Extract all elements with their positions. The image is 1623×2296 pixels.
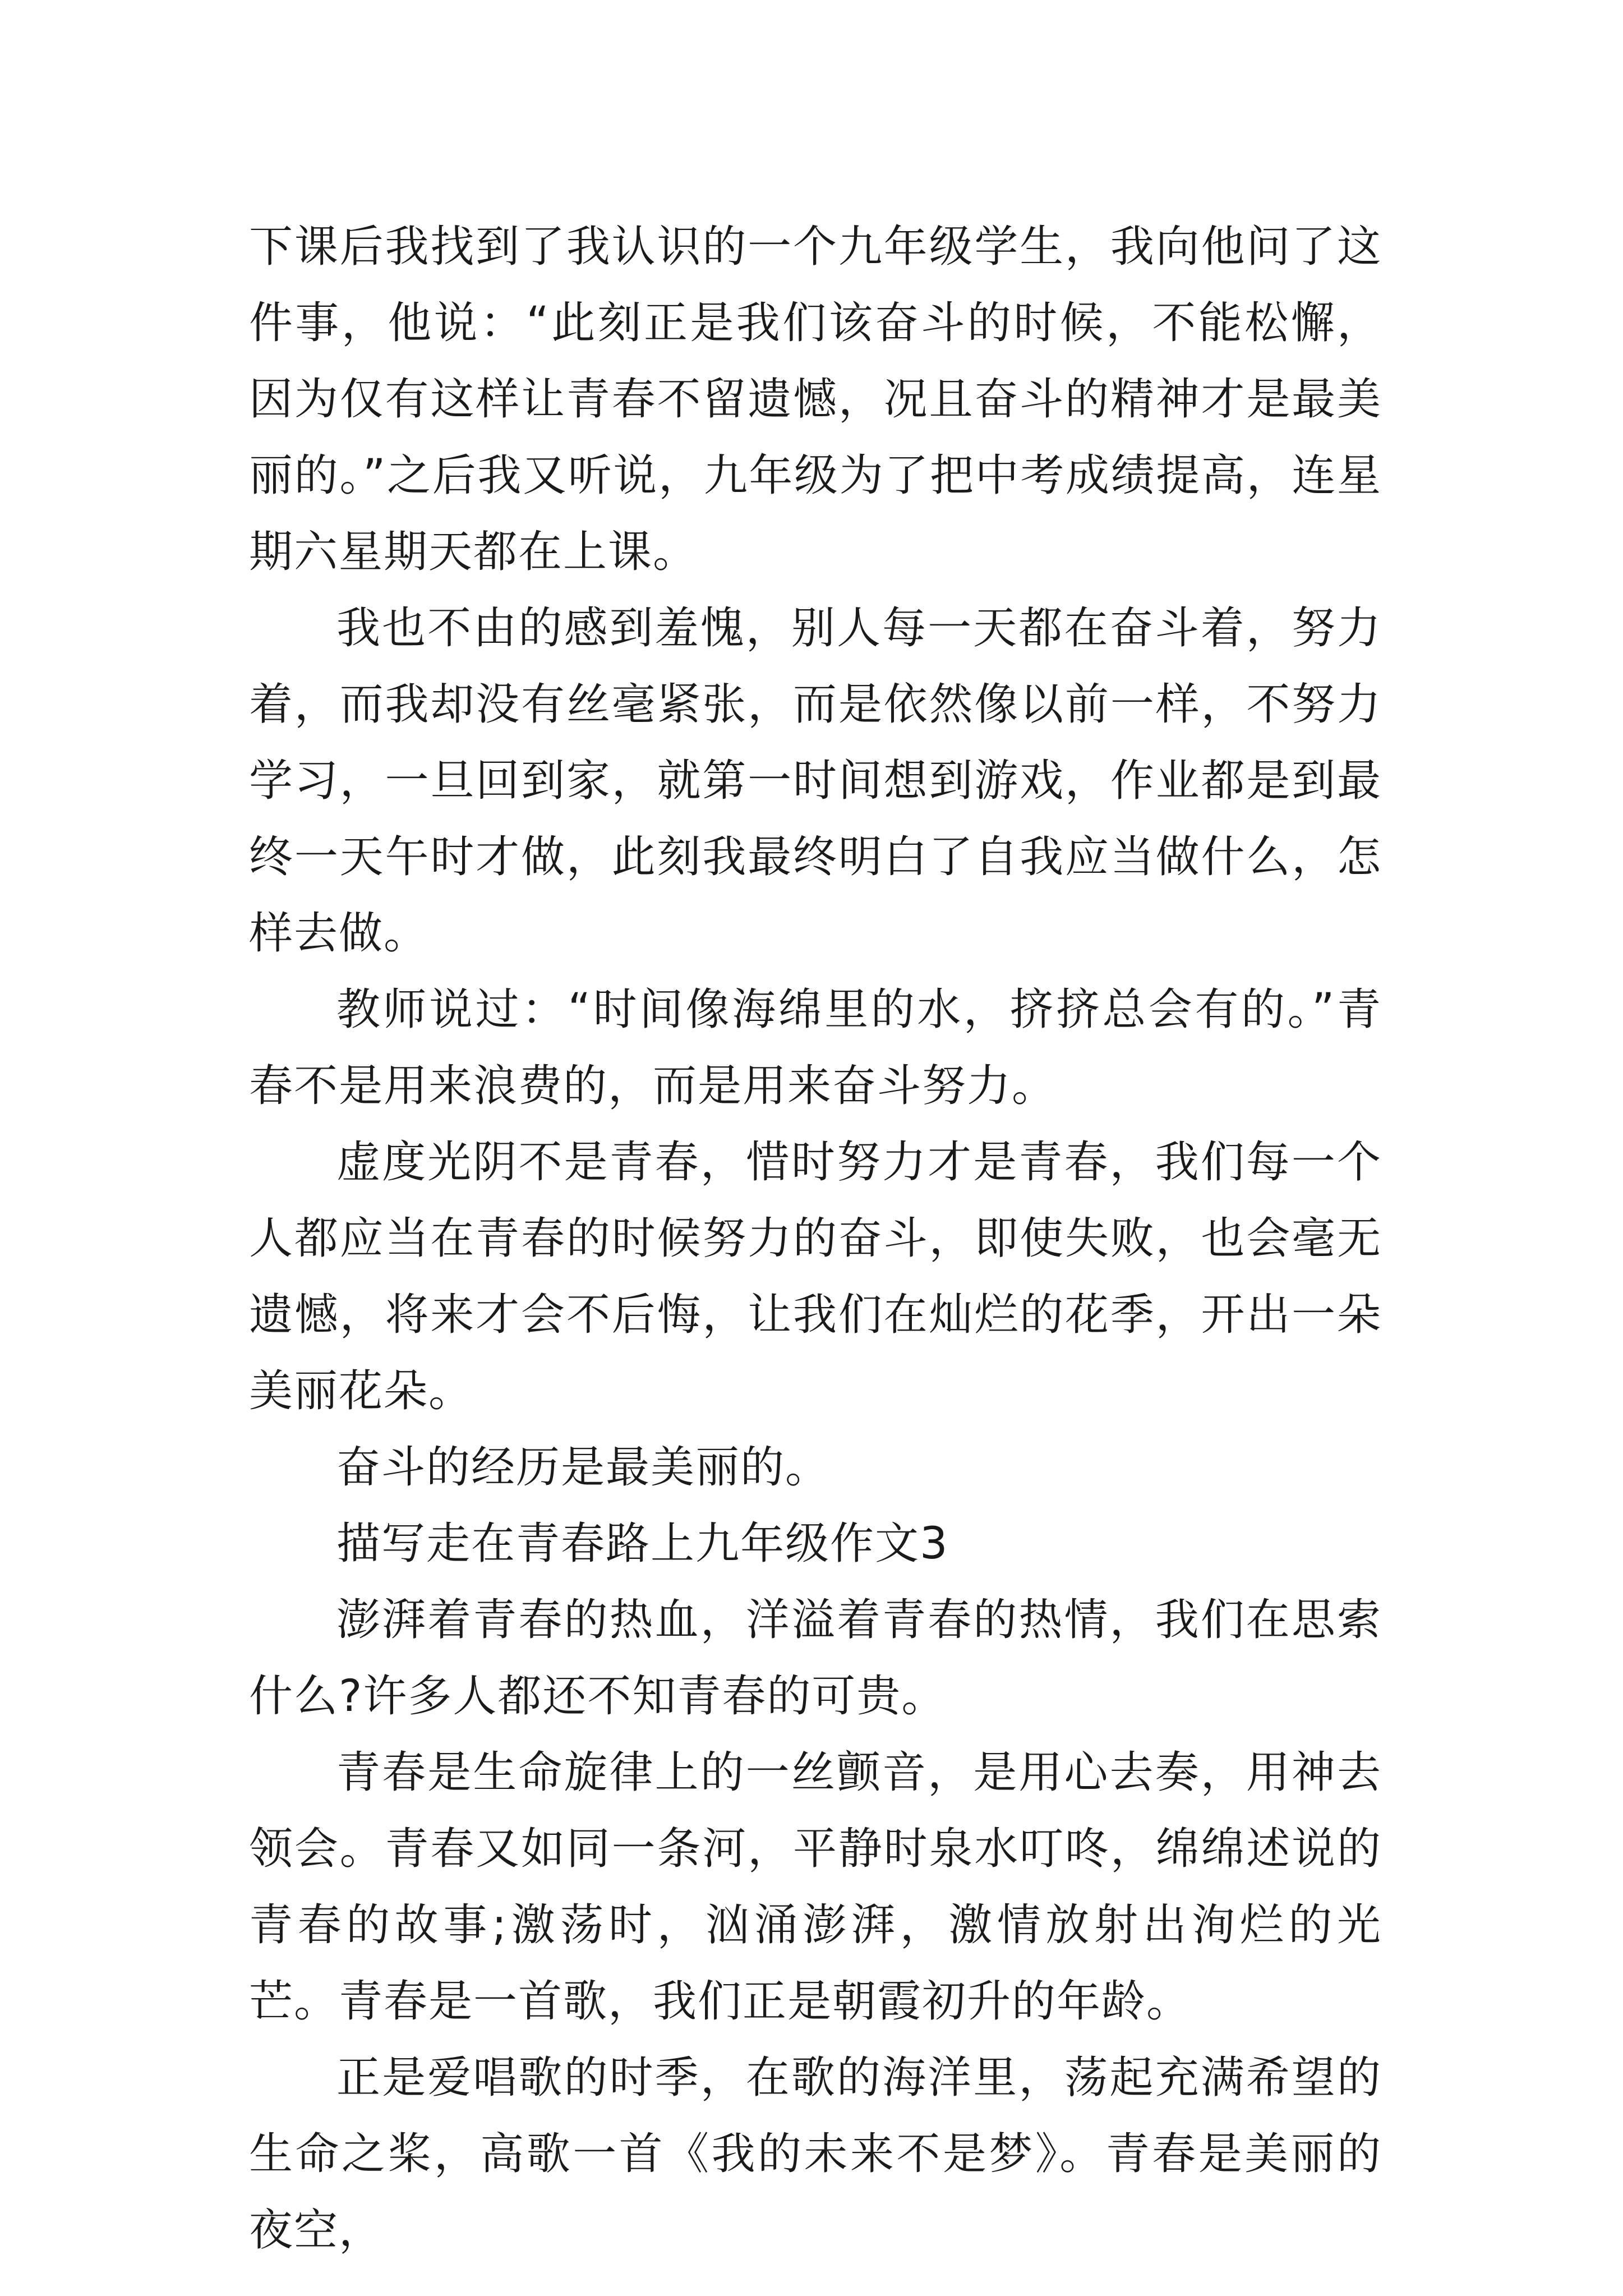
- paragraph-8: 正是爱唱歌的时季，在歌的海洋里，荡起充满希望的生命之桨，高歌一首《我的未来不是梦》。青春是美丽的夜空，: [249, 2053, 1382, 2256]
- paragraph-6: 澎湃着青春的热血，洋溢着青春的热情，我们在思索什么?许多人都还不知青春的可贵。: [249, 1595, 1382, 1722]
- paragraph-5: 奋斗的经历是最美丽的。: [336, 1442, 831, 1493]
- paragraph-3: 教师说过：“时间像海绵里的水，挤挤总会有的。”青春不是用来浪费的，而是用来奋斗努力。: [249, 984, 1382, 1111]
- body-text: [249, 209, 1382, 2269]
- paragraph-2: 我也不由的感到羞愧，别人每一天都在奋斗着，努力着，而我却没有丝毫紧张，而是依然像以前一样，不努力学习，一旦回到家，就第一时间想到游戏，作业都是到最终一天午时才做，此刻我最终明白了自我应当做什么，怎样去做。: [249, 603, 1382, 959]
- paragraph-1: 下课后我找到了我认识的一个九年级学生，我向他问了这件事，他说：“此刻正是我们该奋斗的时候，不能松懈，因为仅有这样让青春不留遗憾，况且奋斗的精神才是最美丽的。”之后我又听说，九年级为了把中考成绩提高，连星期六星期天都在上课。: [249, 222, 1382, 577]
- paragraph-7: 青春是生命旋律上的一丝颤音，是用心去奏，用神去领会。青春又如同一条河，平静时泉水叮咚，绵绵述说的青春的故事;激荡时，汹涌澎湃，激情放射出洵烂的光芒。青春是一首歌，我们正是朝霞初升的年龄。: [249, 1747, 1382, 2027]
- paragraph-4: 虚度光阴不是青春，惜时努力才是青春，我们每一个人都应当在青春的时候努力的奋斗，即使失败，也会毫无遗憾，将来才会不后悔，让我们在灿烂的花季，开出一朵美丽花朵。: [249, 1137, 1382, 1416]
- section-heading: 描写走在青春路上九年级作文3: [336, 1519, 949, 1569]
